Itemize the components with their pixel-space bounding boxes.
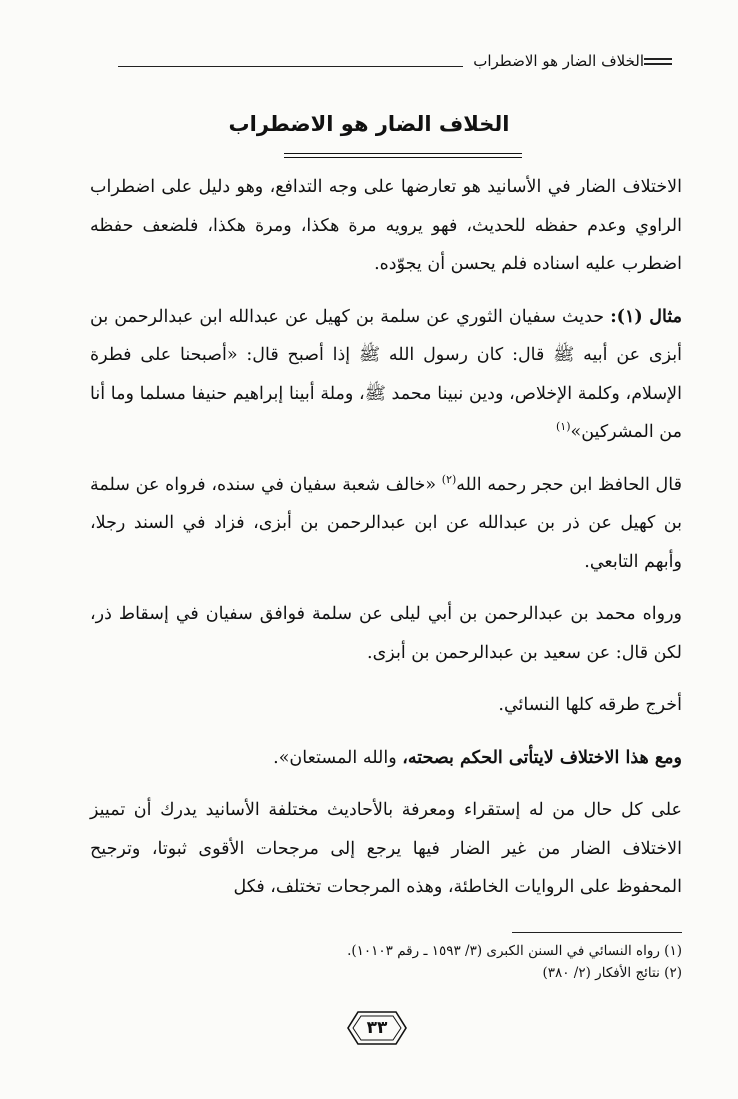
chapter-title: الخلاف الضار هو الاضطراب [228, 112, 510, 136]
conclusion-rest: والله المستعان». [273, 747, 397, 768]
paragraph-conclusion [90, 739, 682, 778]
header-rule [118, 66, 463, 67]
paragraph-general: على كل حال من له إستقراء ومعرفة بالأحاديث مختلفة الأسانيد يدرك أن تمييز الاختلاف الضار من غير الضار فيها يرجع إلى مرجحات الأقوى ثبوتا، وترجيح المحفوظ على الروايات الخاطئة، وهذه المرجحات تختلف، فكل [90, 800, 682, 897]
footnotes [200, 940, 682, 984]
paragraph-nasai: أخرج طرقه كلها النسائي. [498, 695, 682, 715]
ibn-hajar-quote: «خالف شعبة سفيان في سنده، فرواه عن سلمة بن كهيل عن ذر بن عبدالله عن ابن عبدالرحمن بن أبزى، فزاد في السند رجلا، وأبهم التابعي. [90, 474, 682, 572]
footnote-rule [512, 932, 682, 933]
footnote-1: (١) رواه النسائي في السنن الكبرى (٣/ ١٥٩٣ ـ رقم ١٠١٠٣). [347, 943, 682, 959]
body-text [90, 168, 682, 921]
page-number: ٣٣ [366, 1018, 388, 1038]
header-ornament [644, 55, 672, 68]
ibn-hajar-intro: قال الحافظ ابن حجر رحمه الله [456, 474, 682, 495]
footnote-ref-2[interactable]: (٢) [441, 472, 457, 486]
paragraph-definition: الاختلاف الضار في الأسانيد هو تعارضها على وجه التدافع، وهو دليل على اضطراب الراوي وعدم حفظه للحديث، فهو يرويه مرة هكذا، ومرة هكذا، فلضعف حفظه اضطرب عليه اسناده فلم يحسن أن يجوّده. [90, 177, 682, 274]
paragraph-example [90, 298, 682, 452]
footnote-ref-1[interactable]: (١) [556, 420, 571, 434]
footnote-2: (٢) نتائج الأفكار (٢/ ٣٨٠) [542, 965, 682, 981]
paragraph-ibn-abi-layla: ورواه محمد بن عبدالرحمن بن أبي ليلى عن سلمة فوافق سفيان في إسقاط ذر، لكن قال: عن سعيد بن عبدالرحمن بن أبزى. [90, 604, 682, 663]
conclusion-strong: ومع هذا الاختلاف لايتأتى الحكم بصحته، [402, 747, 682, 768]
running-header-title: الخلاف الضار هو الاضطراب [473, 52, 644, 70]
running-header [118, 46, 678, 76]
paragraph-ibn-hajar [90, 466, 682, 582]
example-text: حديث سفيان الثوري عن سلمة بن كهيل عن عبدالله ابن عبدالرحمن بن أبزى عن أبيه ﷺ قال: كان رسول الله ﷺ إذا أصبح قال: «أصبحنا على فطرة الإسلام، وكلمة الإخلاص، ودين نبينا محمد ﷺ، وملة أبينا إبراهيم حنيفا مسلما وما أنا من المشركين» [90, 306, 682, 442]
chapter-title-underline [284, 150, 522, 161]
example-label: مثال (١): [610, 306, 682, 327]
page-number-badge [344, 1008, 410, 1048]
